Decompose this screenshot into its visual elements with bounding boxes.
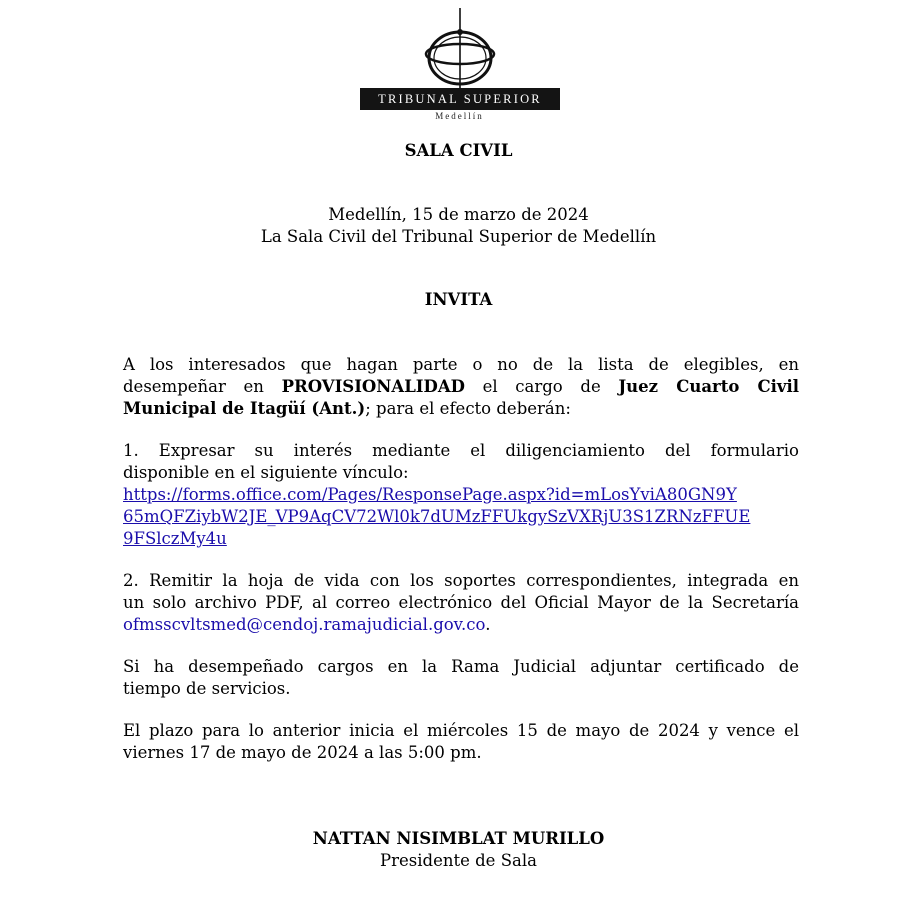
email-address[interactable]: ofmsscvltsmed@cendoj.ramajudicial.gov.co — [123, 615, 486, 634]
deadline-line-1: El plazo para lo anterior inicia el miércoles 15 de mayo de 2024 y vence el — [123, 721, 799, 740]
note-line-1: Si ha desempeñado cargos en la Rama Judicial adjuntar certificado de — [123, 657, 799, 676]
invita-heading: INVITA — [424, 290, 493, 309]
signatory-title: Presidente de Sala — [380, 851, 537, 870]
issuer-line: La Sala Civil del Tribunal Superior de Medellín — [260, 227, 657, 246]
logo-emblem-icon — [357, 8, 562, 90]
step-1-line-2: disponible en el siguiente vínculo: — [123, 463, 409, 482]
provisionalidad-term: PROVISIONALIDAD — [281, 377, 465, 396]
service-certificate-note — [123, 656, 799, 700]
note-line-2: tiempo de servicios. — [123, 679, 291, 698]
section-title: SALA CIVIL — [404, 141, 513, 160]
intro-text-c: ; para el efecto deberán: — [365, 399, 571, 418]
step-2-line-3 — [123, 614, 799, 636]
logo-city-text: Medellín — [435, 111, 484, 121]
form-link-line-3[interactable]: 9FSlczMy4u — [123, 529, 227, 548]
step-2-paragraph — [123, 570, 799, 636]
form-link-line-2[interactable]: 65mQFZiybW2JE_VP9AqCV72Wl0k7dUMzFFUkgySzVXRjU3S1ZRNzFFUE — [123, 507, 751, 526]
intro-text-a: desempeñar en — [123, 377, 282, 396]
deadline-paragraph — [123, 720, 799, 764]
intro-paragraph — [123, 354, 799, 420]
deadline-line-2: viernes 17 de mayo de 2024 a las 5:00 pm. — [123, 743, 482, 762]
tribunal-logo — [357, 8, 562, 124]
logo-band-text: TRIBUNAL SUPERIOR — [360, 88, 560, 110]
step-2-line-1: 2. Remitir la hoja de vida con los soportes correspondientes, integrada en — [123, 571, 799, 590]
intro-line-1: A los interesados que hagan parte o no de la lista de elegibles, en — [123, 355, 799, 374]
step-2-line-2: un solo archivo PDF, al correo electrónico del Oficial Mayor de la Secretaría — [123, 593, 799, 612]
form-link-line-1[interactable]: https://forms.office.com/Pages/ResponsePage.aspx?id=mLosYviA80GN9Y — [123, 485, 737, 504]
position-title-a: Juez Cuarto Civil — [618, 377, 800, 396]
position-title-b: Municipal de Itagüí (Ant.) — [123, 399, 366, 418]
signatory-name: NATTAN NISIMBLAT MURILLO — [312, 829, 605, 848]
intro-line-3 — [123, 398, 799, 420]
step-1-paragraph — [123, 440, 799, 550]
intro-line-2 — [123, 376, 799, 398]
step-1-line-1: 1. Expresar su interés mediante el diligenciamiento del formulario — [123, 441, 799, 460]
intro-text-b: el cargo de — [482, 377, 619, 396]
date-line: Medellín, 15 de marzo de 2024 — [328, 205, 589, 224]
email-period: . — [485, 615, 491, 634]
